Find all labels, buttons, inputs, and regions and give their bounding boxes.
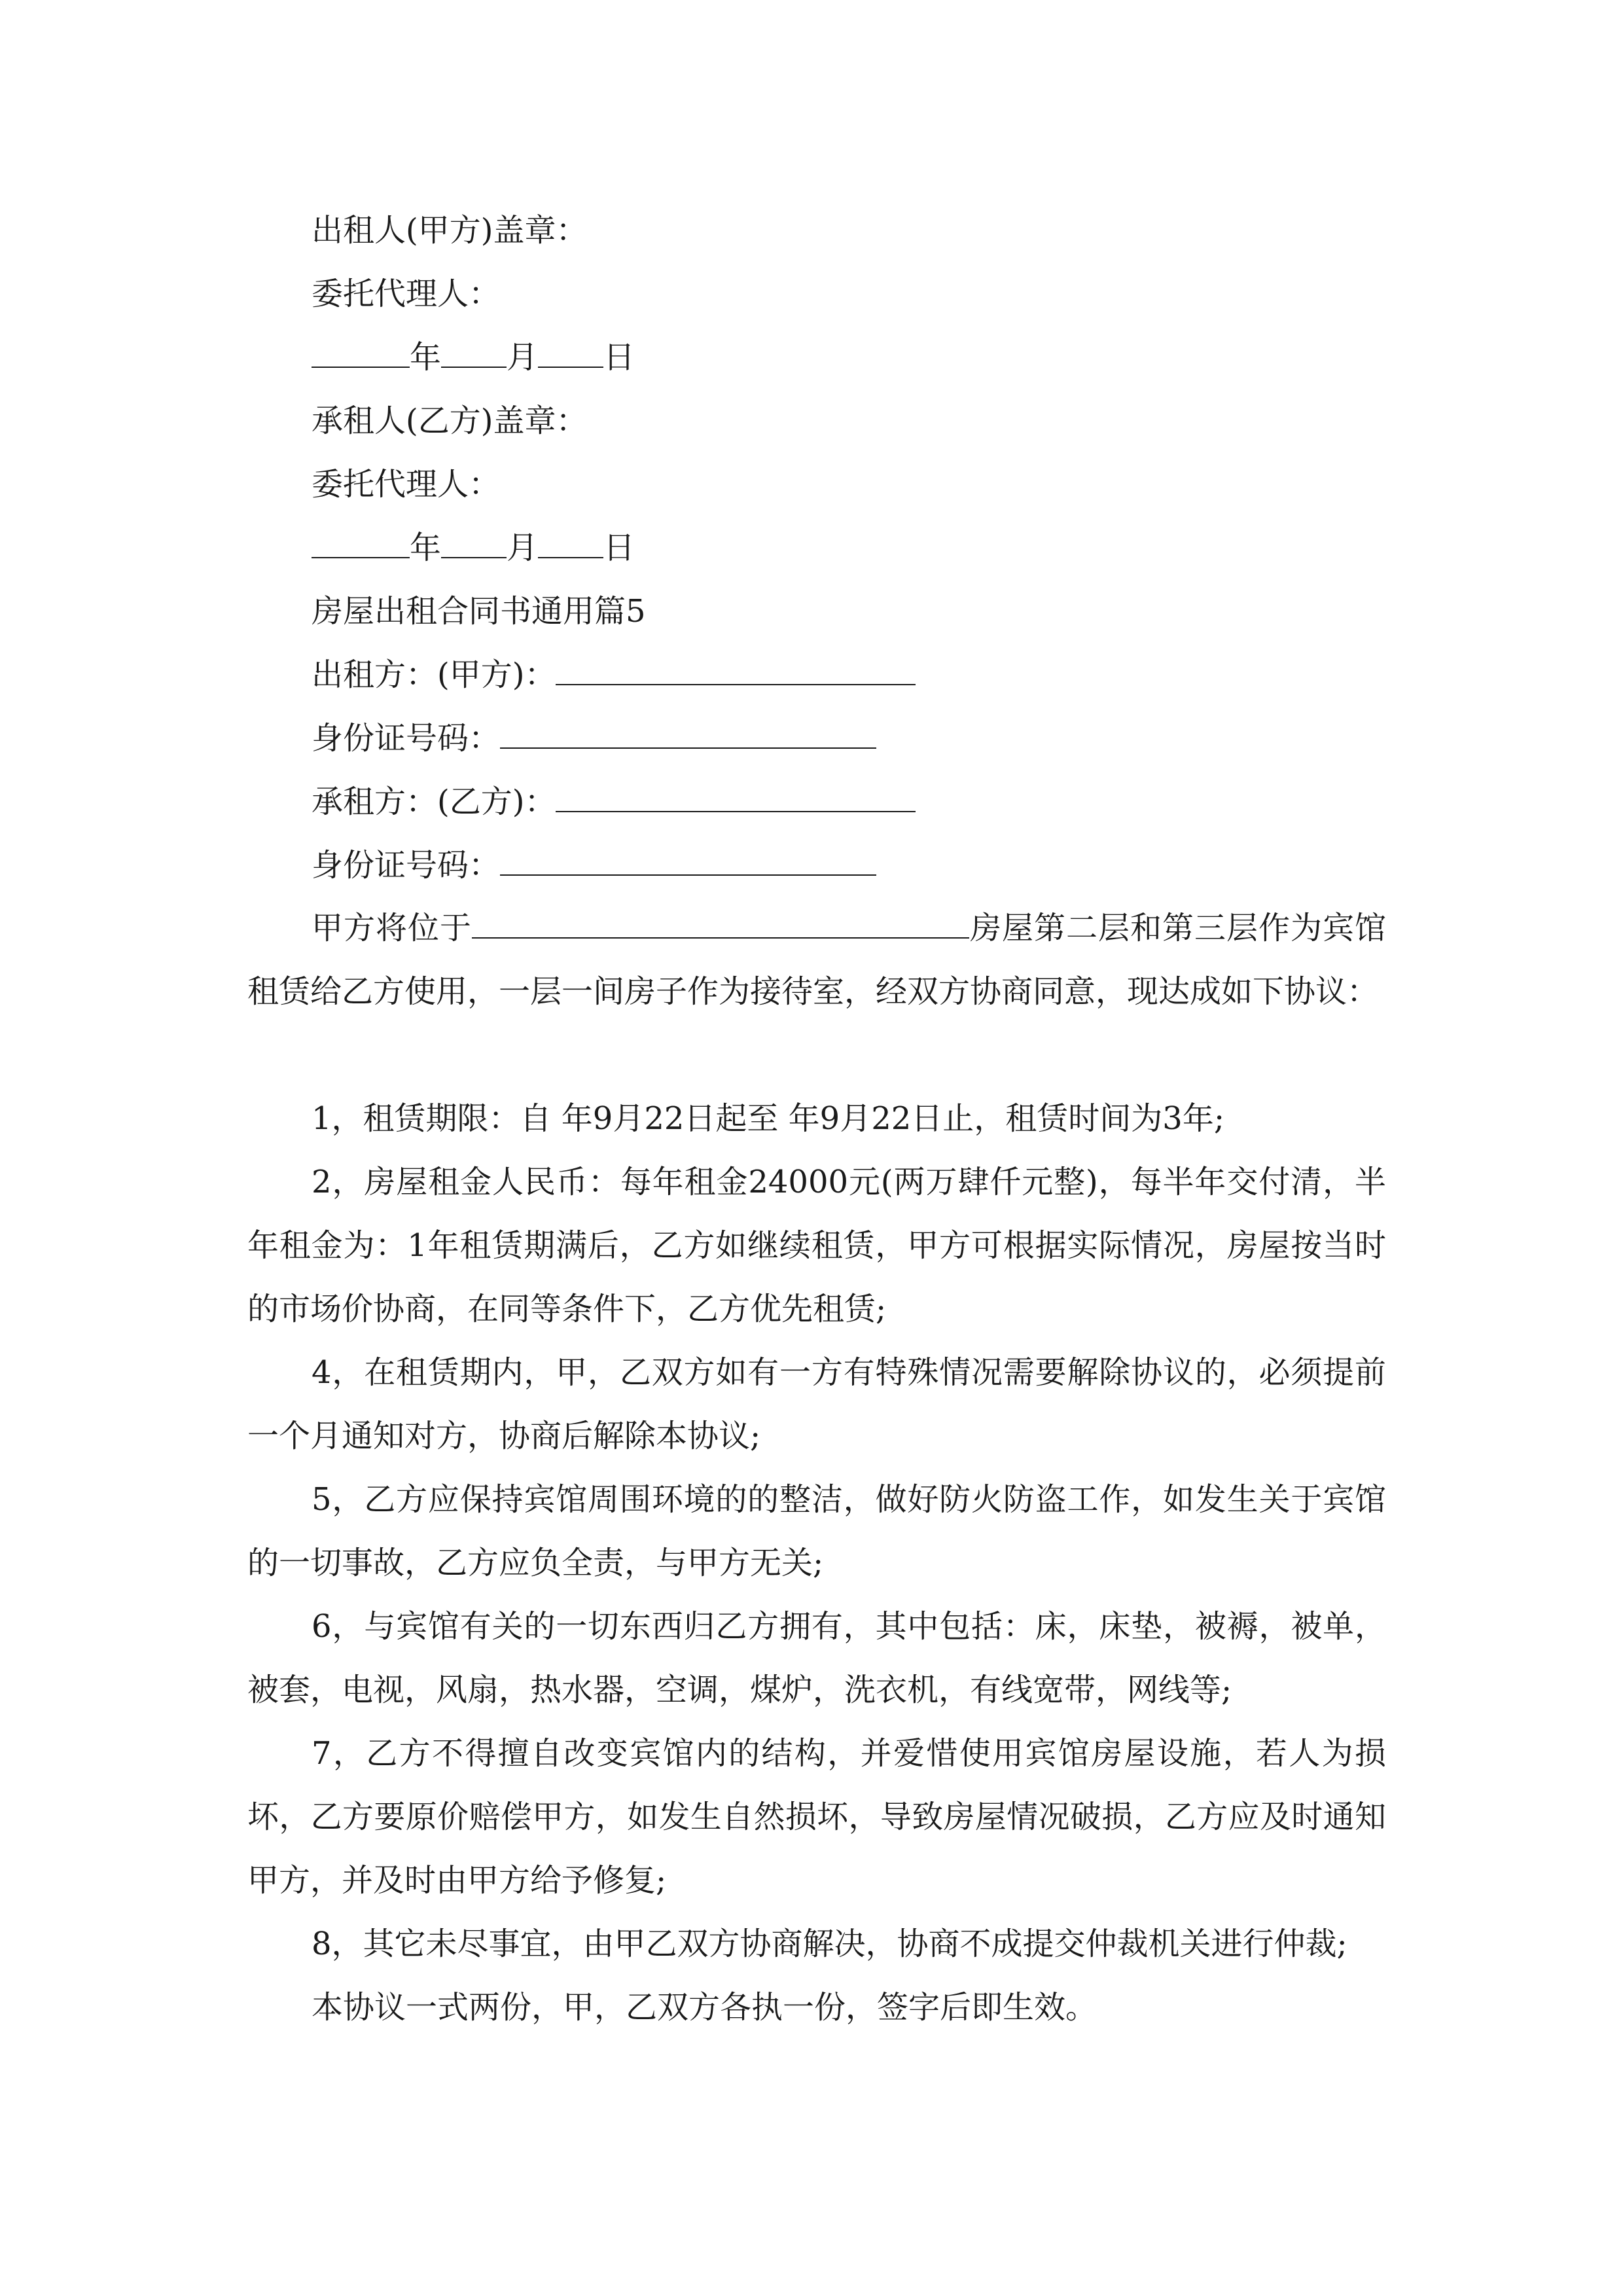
- day-blank: [538, 528, 603, 558]
- lessee-party-line: [312, 782, 916, 821]
- clause-4: [247, 1341, 1386, 1468]
- clause-5: [247, 1468, 1386, 1595]
- clause-2: [247, 1151, 1386, 1341]
- lessee-agent-label: 委托代理人：: [312, 466, 501, 503]
- clause-4-text: 4，在租赁期内，甲，乙双方如有一方有特殊情况需要解除协议的，必须提前一个月通知对方，协商后解除本协议;: [247, 1354, 1386, 1454]
- intro-prefix: 甲方将位于: [312, 910, 472, 946]
- day-label: 日: [603, 339, 635, 376]
- lessee-date-line: [312, 528, 635, 567]
- lessor-agent-line: [312, 274, 500, 314]
- month-label: 月: [507, 339, 539, 376]
- clause-1-text: 1，租赁期限：自 年9月22日起至 年9月22日止，租赁时间为3年;: [312, 1100, 1225, 1137]
- lessee-id-line: [312, 846, 876, 885]
- lessor-party-line: [312, 655, 916, 694]
- clause-6: [247, 1595, 1386, 1722]
- lessee-agent-line: [312, 465, 500, 504]
- lessee-name-blank: [556, 782, 916, 812]
- clause-7-text: 7，乙方不得擅自改变宾馆内的结构，并爱惜使用宾馆房屋设施，若人为损坏，乙方要原价赔偿甲方，如发生自然损坏，导致房屋情况破损，乙方应及时通知甲方，并及时由甲方给予修复;: [247, 1735, 1386, 1899]
- closing-clause: [247, 1976, 1386, 2039]
- day-label: 日: [603, 529, 635, 566]
- clause-8-text: 8，其它未尽事宜，由甲乙双方协商解决，协商不成提交仲裁机关进行仲裁;: [312, 1926, 1347, 1962]
- clause-6-text: 6，与宾馆有关的一切东西归乙方拥有，其中包括：床，床垫，被褥，被单，被套，电视，风扇，热水器，空调，煤炉，洗衣机，有线宽带，网线等;: [247, 1608, 1386, 1708]
- clause-1: [247, 1087, 1386, 1151]
- clause-2-text: 2，房屋租金人民币：每年租金24000元(两万肆仟元整)，每半年交付清，半年租金为：1年租赁期满后，乙方如继续租赁，甲方可根据实际情况，房屋按当时的市场价协商，在同等条件下，乙方优先租赁;: [247, 1164, 1386, 1327]
- month-blank: [441, 528, 507, 558]
- section-title: [312, 592, 646, 631]
- clause-8: [247, 1912, 1386, 1976]
- year-label: 年: [410, 529, 442, 566]
- year-label: 年: [410, 339, 442, 376]
- clause-5-text: 5，乙方应保持宾馆周围环境的的整洁，做好防火防盗工作，如发生关于宾馆的一切事故，乙方应负全责，与甲方无关;: [247, 1481, 1386, 1581]
- closing-clause-text: 本协议一式两份，甲，乙双方各执一份，签字后即生效。: [312, 1989, 1097, 2026]
- intro-paragraph: [247, 897, 1386, 1024]
- address-blank: [472, 908, 969, 939]
- lessor-agent-label: 委托代理人：: [312, 276, 501, 312]
- year-blank: [312, 338, 410, 368]
- lessee-seal-line: [312, 401, 587, 440]
- month-blank: [441, 338, 507, 368]
- day-blank: [538, 338, 603, 368]
- lessor-id-label: 身份证号码：: [312, 720, 501, 757]
- lessor-party-label: 出租方：(甲方)：: [312, 656, 556, 693]
- lessee-seal-label: 承租人(乙方)盖章：: [312, 403, 588, 439]
- year-blank: [312, 528, 410, 558]
- intro-suffix: 房屋第二层和第三层作为宾馆租赁给乙方使用，一层一间房子作为接待室，经双方协商同意，现达成如下协议：: [247, 910, 1386, 1010]
- lessor-date-line: [312, 338, 635, 377]
- lessor-seal-line: [312, 211, 587, 250]
- lessor-name-blank: [556, 655, 916, 685]
- lessee-id-label: 身份证号码：: [312, 847, 501, 884]
- lessor-id-blank: [500, 719, 876, 749]
- lessor-id-line: [312, 719, 876, 758]
- lessee-party-label: 承租方：(乙方)：: [312, 783, 556, 820]
- month-label: 月: [507, 529, 539, 566]
- lessor-seal-label: 出租人(甲方)盖章：: [312, 212, 588, 249]
- lessee-id-blank: [500, 846, 876, 876]
- clause-7: [247, 1722, 1386, 1912]
- section-title-text: 房屋出租合同书通用篇5: [312, 593, 646, 630]
